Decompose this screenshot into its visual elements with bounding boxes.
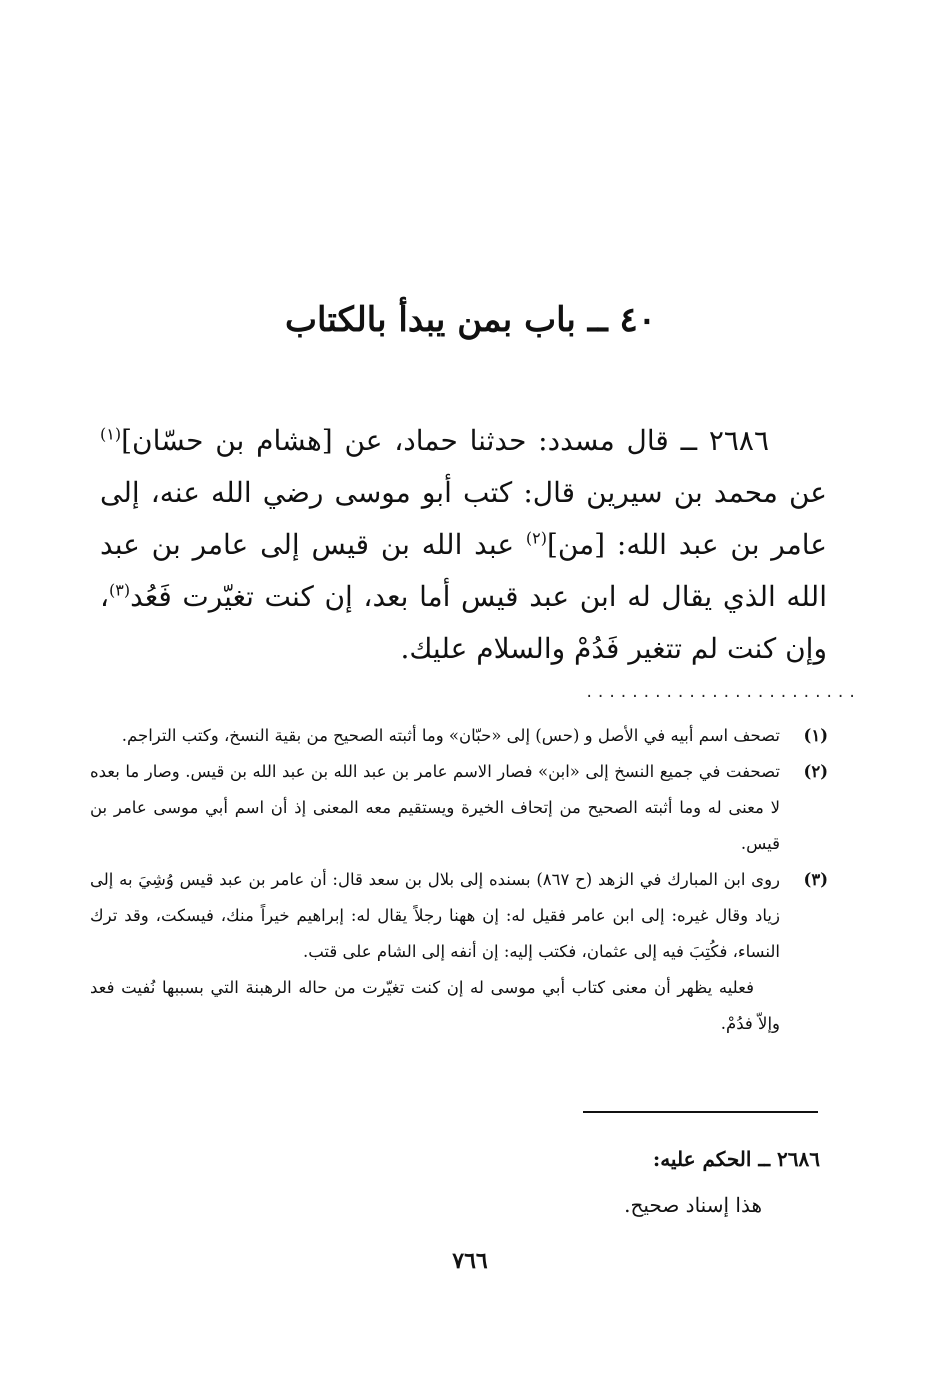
footnote-number: (٣)	[803, 870, 828, 889]
hadith-text-part-1: ٢٦٨٦ ــ قال مسدد: حدثنا حماد، عن [هشام بن حسّان]	[121, 424, 769, 457]
footnote-body	[90, 862, 780, 1042]
footnote-text: روى ابن المبارك في الزهد (ح ٨٦٧) بسنده إلى بلال بن سعد قال: أن عامر بن عبد قيس وُشِيَ به إلى زياد وقال غيره: إلى ابن عامر فقيل له: إن ههنا رجلاً يقال له: إبراهيم خيراً منك، فيسكت، وقد ترك النساء، فكُتِبَ فيه إلى عثمان، فكتب إليه: إن أنفه إلى الشام على قتب.	[90, 870, 781, 961]
footnote-number: (٢)	[803, 762, 828, 781]
footnote-text: تصحف اسم أبيه في الأصل و (حس) إلى «حبّان» وما أثبته الصحيح من بقية النسخ، وكتب التراجم.	[121, 726, 780, 745]
footnote-1	[90, 718, 828, 754]
footnote-separator: ........................	[585, 685, 860, 701]
footnote-number: (١)	[803, 726, 828, 745]
footnote-2	[90, 754, 828, 862]
footnote-ref-3[interactable]: (٣)	[109, 580, 131, 600]
hadith-text-part-4: ، وإن كنت لم تتغير فَدُمْ والسلام عليك.	[100, 580, 827, 665]
hadith-paragraph	[100, 415, 827, 675]
section-rule	[583, 1111, 818, 1113]
hadith-text	[100, 415, 827, 675]
footnote-ref-1[interactable]: (١)	[100, 424, 122, 444]
footnote-3	[90, 862, 828, 1042]
verdict-heading: ٢٦٨٦ ــ الحكم عليه:	[652, 1147, 820, 1171]
hadith-text-part-3: عبد الله بن قيس إلى عامر بن عبد الله الذي يقال له ابن عبد قيس أما بعد، إن كنت تغيّرت فَعُد	[100, 528, 827, 613]
footnote-ref-2[interactable]: (٢)	[525, 528, 547, 548]
verdict-text: هذا إسناد صحيح.	[624, 1193, 762, 1217]
hadith-text-part-2: عن محمد بن سيرين قال: كتب أبو موسى رضي الله عنه، إلى عامر بن عبد الله: [من]	[100, 476, 827, 561]
footnote-text: تصحفت في جميع النسخ إلى «ابن» فصار الاسم عامر بن عبد الله بن عبد الله بن قيس. وصار ما بعده لا معنى له وما أثبته الصحيح من إتحاف الخيرة ويستقيم معه المعنى إذ أن اسم أبي موسى عامر بن قيس.	[90, 762, 780, 853]
page-number: ٧٦٦	[452, 1248, 488, 1274]
chapter-title: ٤٠ ــ باب بمن يبدأ بالكتاب	[284, 300, 657, 340]
footnote-commentary: فعليه يظهر أن معنى كتاب أبي موسى له إن كنت تغيّرت من حاله الرهبنة التي بسببها نُفيت فعد وإلاّ فدُمْ.	[90, 978, 780, 1033]
verdict-section	[440, 1136, 820, 1228]
footnotes	[90, 718, 828, 1042]
